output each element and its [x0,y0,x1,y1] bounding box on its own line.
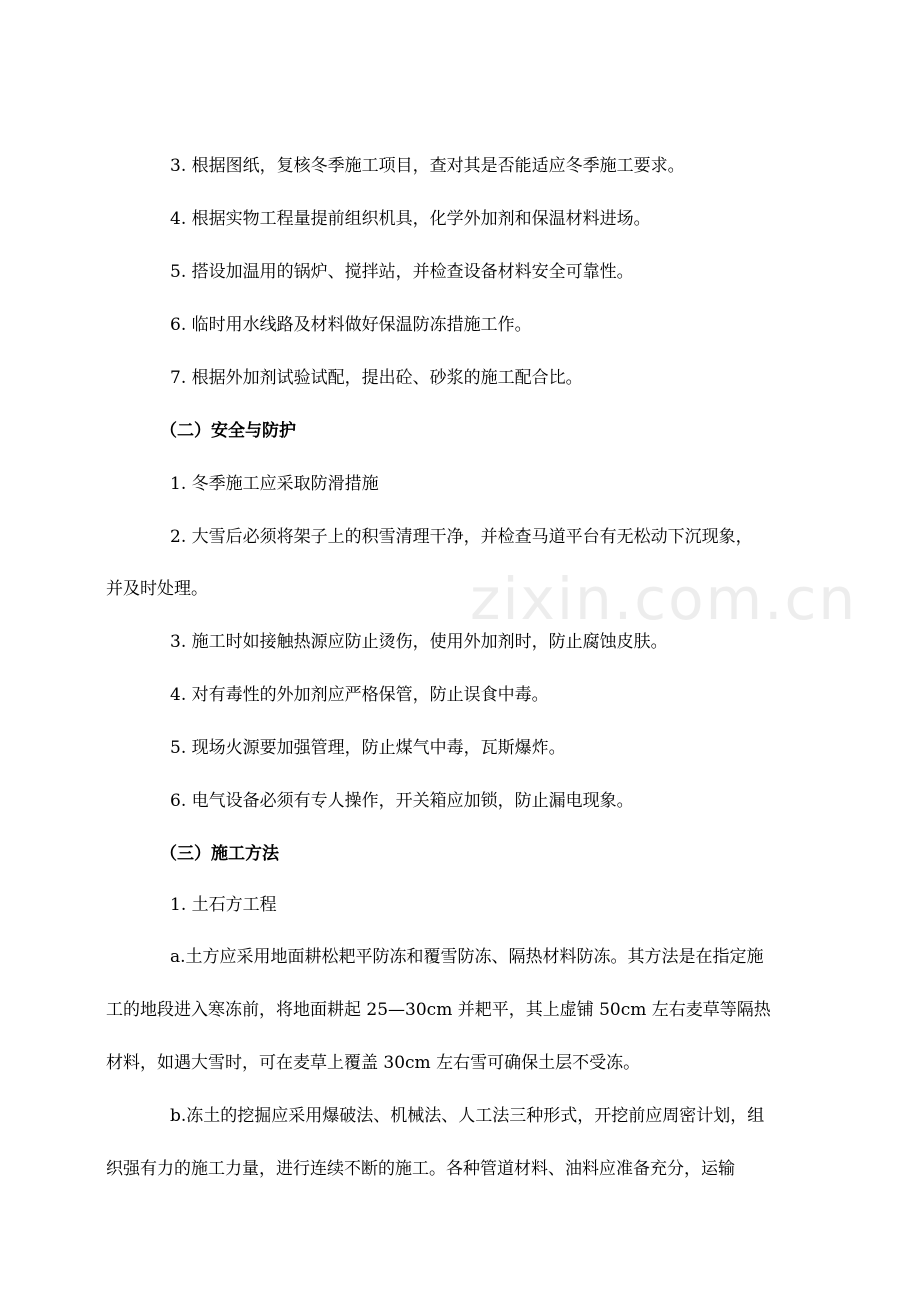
list-item: 6. 临时用水线路及材料做好保温防冻措施工作。 [170,315,532,335]
list-item: 3. 施工时如接触热源应防止烫伤，使用外加剂时，防止腐蚀皮肤。 [170,632,668,652]
list-item: 1. 土石方工程 [170,895,277,915]
paragraph-continuation: 并及时处理。 [106,579,208,599]
list-item: 6. 电气设备必须有专人操作，开关箱应加锁，防止漏电现象。 [170,791,634,811]
watermark: zixin.com.cn [470,565,858,633]
list-item: 2. 大雪后必须将架子上的积雪清理干净，并检查马道平台有无松动下沉现象， [170,527,753,547]
section-heading: （三）施工方法 [160,844,279,864]
paragraph-line: 工的地段进入寒冻前，将地面耕起 25—30cm 并耙平，其上虚铺 50cm 左右麦草等隔热 [106,1000,771,1020]
list-item: 3. 根据图纸，复核冬季施工项目，查对其是否能适应冬季施工要求。 [170,156,685,176]
list-item: 4. 对有毒性的外加剂应严格保管，防止误食中毒。 [170,685,549,705]
list-item: 7. 根据外加剂试验试配，提出砼、砂浆的施工配合比。 [170,368,583,388]
paragraph-line: 织强有力的施工力量，进行连续不断的施工。各种管道材料、油料应准备充分，运输 [106,1159,735,1179]
section-heading: （二）安全与防护 [160,421,296,441]
paragraph-line: b.冻土的挖掘应采用爆破法、机械法、人工法三种形式，开挖前应周密计划，组 [170,1106,765,1126]
paragraph-line: 材料，如遇大雪时，可在麦草上覆盖 30cm 左右雪可确保土层不受冻。 [106,1053,641,1073]
list-item: 1. 冬季施工应采取防滑措施 [170,474,379,494]
list-item: 4. 根据实物工程量提前组织机具，化学外加剂和保温材料进场。 [170,209,651,229]
paragraph-line: a.土方应采用地面耕松耙平防冻和覆雪防冻、隔热材料防冻。其方法是在指定施 [170,947,764,967]
list-item: 5. 搭设加温用的锅炉、搅拌站，并检查设备材料安全可靠性。 [170,262,634,282]
list-item: 5. 现场火源要加强管理，防止煤气中毒，瓦斯爆炸。 [170,738,566,758]
